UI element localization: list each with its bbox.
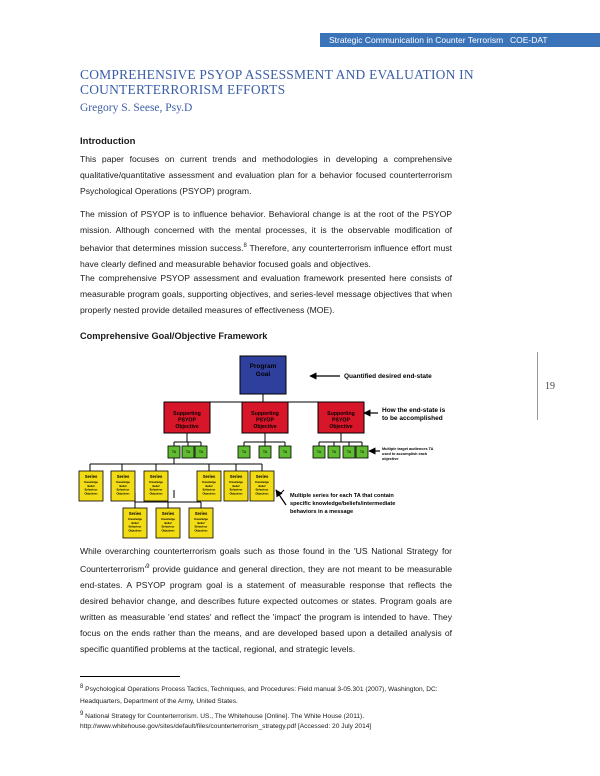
paragraph-4-text-a: While overarching counterterrorism goals such as those found in the 'US National Strategy for Counterterrorism' [80, 546, 452, 574]
series-label: Series [229, 474, 243, 479]
footnote-9-number: 9 [80, 711, 84, 717]
series-sub-label: Knowledge Belief Behaviour Objectives [149, 481, 163, 496]
framework-heading-plain: Comprehensive [80, 331, 152, 341]
margin-rule [537, 352, 538, 420]
goal-objective-diagram [78, 350, 478, 545]
ta-label: TA [241, 450, 247, 454]
header-org: COE-DAT [510, 35, 548, 45]
ta-label: TA [346, 450, 352, 454]
series-label: Series [161, 511, 175, 516]
footnote-rule [80, 676, 180, 677]
series-sub-label: Knowledge Belief Behaviour Objectives [202, 481, 216, 496]
spo-label-2: Supporting PSYOP Objective [251, 411, 279, 430]
series-label: Series [202, 474, 216, 479]
annotation-ta-3: objective [382, 457, 399, 461]
ta-label: TA [171, 450, 177, 454]
framework-heading [80, 331, 267, 341]
paragraph-2 [80, 206, 452, 272]
series-label: Series [128, 511, 142, 516]
introduction-heading: Introduction [80, 136, 136, 147]
series-boxes [79, 471, 274, 538]
framework-heading-bold: Goal/Objective Framework [151, 331, 268, 341]
series-sub-label: Knowledge Belief Behaviour Objectives [229, 481, 243, 496]
footnote-ref-8[interactable]: 8 [243, 243, 247, 249]
paragraph-3: The comprehensive PSYOP assessment and evaluation framework presented here consists of measurable program goals, supporting objectives, and series-level message objectives that when properly nested provide detailed measures of effectiveness (MOE). [80, 273, 452, 315]
series-sub-label: Knowledge Belief Behaviour Objectives [161, 518, 175, 533]
series-sub-label: Knowledge Belief Behaviour Objectives [128, 518, 142, 533]
ta-label: TA [282, 450, 288, 454]
series-sub-label: Knowledge Belief Behaviour Objectives [116, 481, 130, 496]
spo-label-3: Supporting PSYOP Objective [327, 411, 355, 430]
paragraph-2-text-b: Therefore, any counterterrorism influence effort must have clearly defined and measurable behavior focused goals and objectives. [80, 242, 453, 269]
series-label: Series [255, 474, 269, 479]
footnote-9-url[interactable]: http://www.whitehouse.gov/sites/default/files/counterterrorism_strategy.pdf [Accessed: 20 July 2014] [80, 723, 372, 730]
annotation-ta-1: Multiple target audiences TA [382, 447, 434, 451]
spo-label-1: Supporting PSYOP Objective [173, 411, 201, 430]
footnote-ref-9[interactable]: 9 [146, 564, 150, 570]
series-label: Series [116, 474, 130, 479]
ta-label: TA [198, 450, 204, 454]
series-sub-label: Knowledge Belief Behaviour Objectives [194, 518, 208, 533]
paragraph-4-text-b: provide guidance and general direction, they are not meant to be measurable end-states. A PSYOP program goal is a statement of measurable response that reflects the desired behavior change, and describes future expected outcomes or states. Program goals are written as measurable 'end states' and reflect the 'impact' the program is intended to have. They focus on the ends rather than the means, and are developed based upon a detailed analysis of specific quantified problems at the tactical, regional, and strategic levels. [80, 563, 452, 654]
ta-label: TA [359, 450, 365, 454]
annotation-series-3: behaviors in a message [290, 509, 354, 515]
running-header [320, 33, 600, 47]
program-goal-box [240, 356, 286, 394]
ta-label: TA [262, 450, 268, 454]
footnote-9-text: National Strategy for Counterterrorism. US., The Whitehouse [Online]. The White House (2011). [83, 713, 365, 721]
ta-label: TA [316, 450, 322, 454]
header-title: Strategic Communication in Counter Terrorism [329, 35, 504, 45]
program-goal-label: Program Goal [249, 363, 277, 378]
series-label: Series [84, 474, 98, 479]
annotation-arrows [276, 376, 380, 505]
ta-label: TA [185, 450, 191, 454]
annotation-how-1: How the end-state is [382, 407, 446, 414]
annotation-end-state: Quantified desired end-state [344, 373, 432, 380]
paragraph-1: This paper focuses on current trends and methodologies in developing a comprehensive qualitative/quantitative assessment and evaluation plan for a behavior focused counterterrorism Psychological Operations (PSYOP) program. [80, 154, 452, 196]
footnote-8-text: Psychological Operations Process Tactics, Techniques, and Procedures: Field manual 3-05.301 (2007), Washington, DC: Headquarters, Department of the Army, United States. [80, 686, 438, 706]
annotation-series-1: Multiple series for each TA that contain [290, 493, 394, 499]
page-number: 19 [545, 381, 555, 392]
author: Gregory S. Seese, Psy.D [80, 102, 193, 114]
footnote-8 [80, 681, 452, 708]
annotation-series-2: specific knowledge/beliefs/intermediate [290, 501, 396, 507]
paragraph-4 [80, 543, 452, 657]
ta-label: TA [331, 450, 337, 454]
footnote-8-number: 8 [80, 684, 84, 690]
paper-title: COMPREHENSIVE PSYOP ASSESSMENT AND EVALUATION IN COUNTERTERRORISM EFFORTS [80, 67, 474, 97]
annotation-how-2: to be accomplished [382, 415, 443, 422]
annotation-ta-2: used to accomplish each [382, 452, 428, 456]
series-label: Series [194, 511, 208, 516]
series-sub-label: Knowledge Belief Behaviour Objectives [84, 481, 98, 496]
series-sub-label: Knowledge Belief Behaviour Objectives [255, 481, 269, 496]
paragraph-2-text-a: The mission of PSYOP is to influence behavior. Behavioral change is at the root of the PSYOP mission. Although concerned with the mental processes, it is the observable modification of behavior that determines mission success. [80, 209, 452, 253]
series-label: Series [149, 474, 163, 479]
